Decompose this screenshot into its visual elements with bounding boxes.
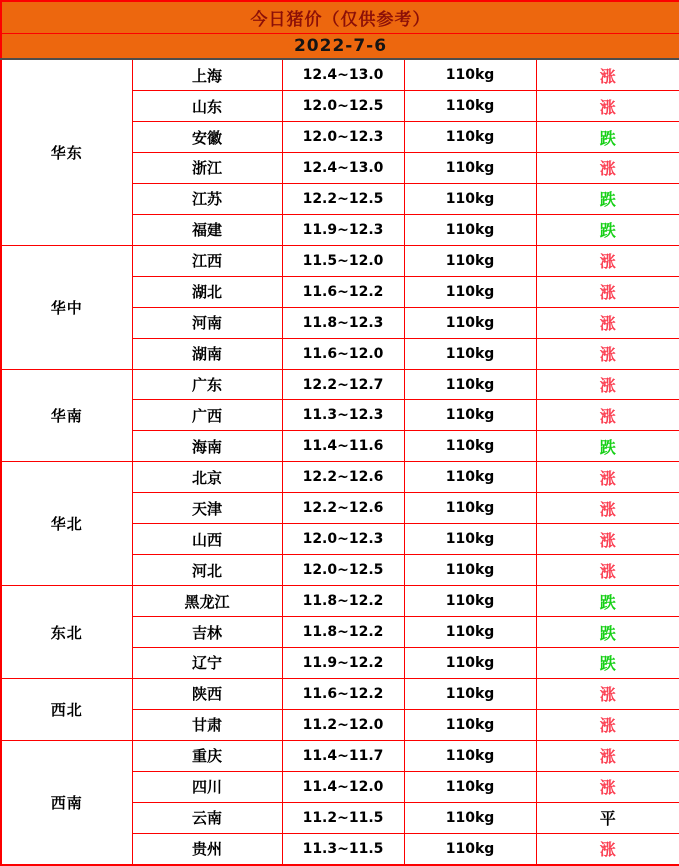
weight-cell: 110kg <box>404 493 536 524</box>
province-cell: 河南 <box>132 307 282 338</box>
price-range-cell: 12.2~12.7 <box>282 369 404 400</box>
price-range-cell: 12.2~12.5 <box>282 183 404 214</box>
trend-cell: 跌 <box>536 586 679 617</box>
table-body <box>1 59 679 865</box>
table-row <box>1 462 679 493</box>
price-range-cell: 12.4~13.0 <box>282 59 404 91</box>
weight-cell: 110kg <box>404 59 536 91</box>
weight-cell: 110kg <box>404 771 536 802</box>
trend-cell: 涨 <box>536 555 679 586</box>
province-cell: 辽宁 <box>132 647 282 678</box>
province-cell: 吉林 <box>132 617 282 648</box>
price-range-cell: 12.2~12.6 <box>282 462 404 493</box>
province-cell: 陕西 <box>132 678 282 709</box>
trend-cell: 涨 <box>536 524 679 555</box>
province-cell: 黑龙江 <box>132 586 282 617</box>
table-row <box>1 678 679 709</box>
price-range-cell: 11.2~11.5 <box>282 802 404 833</box>
province-cell: 北京 <box>132 462 282 493</box>
trend-cell: 跌 <box>536 183 679 214</box>
report-title: 今日猪价（仅供参考） <box>1 1 679 34</box>
trend-cell: 涨 <box>536 307 679 338</box>
weight-cell: 110kg <box>404 276 536 307</box>
province-cell: 重庆 <box>132 740 282 771</box>
weight-cell: 110kg <box>404 617 536 648</box>
price-range-cell: 12.4~13.0 <box>282 152 404 183</box>
province-cell: 山西 <box>132 524 282 555</box>
province-cell: 四川 <box>132 771 282 802</box>
price-range-cell: 11.2~12.0 <box>282 709 404 740</box>
trend-cell: 涨 <box>536 59 679 91</box>
province-cell: 天津 <box>132 493 282 524</box>
trend-cell: 涨 <box>536 245 679 276</box>
weight-cell: 110kg <box>404 183 536 214</box>
trend-cell: 涨 <box>536 462 679 493</box>
weight-cell: 110kg <box>404 122 536 153</box>
price-range-cell: 11.8~12.2 <box>282 617 404 648</box>
weight-cell: 110kg <box>404 678 536 709</box>
province-cell: 海南 <box>132 431 282 462</box>
province-cell: 江西 <box>132 245 282 276</box>
weight-cell: 110kg <box>404 245 536 276</box>
price-range-cell: 11.4~12.0 <box>282 771 404 802</box>
trend-cell: 跌 <box>536 122 679 153</box>
price-range-cell: 12.2~12.6 <box>282 493 404 524</box>
region-cell: 西北 <box>1 678 132 740</box>
weight-cell: 110kg <box>404 462 536 493</box>
region-cell: 西南 <box>1 740 132 865</box>
table-header <box>1 1 679 59</box>
province-cell: 湖北 <box>132 276 282 307</box>
price-range-cell: 11.9~12.2 <box>282 647 404 678</box>
weight-cell: 110kg <box>404 709 536 740</box>
price-range-cell: 11.4~11.7 <box>282 740 404 771</box>
table-row <box>1 740 679 771</box>
region-cell: 华中 <box>1 245 132 369</box>
price-range-cell: 11.6~12.0 <box>282 338 404 369</box>
trend-cell: 涨 <box>536 369 679 400</box>
trend-cell: 涨 <box>536 740 679 771</box>
trend-cell: 涨 <box>536 771 679 802</box>
price-range-cell: 11.5~12.0 <box>282 245 404 276</box>
province-cell: 贵州 <box>132 833 282 865</box>
price-range-cell: 11.9~12.3 <box>282 214 404 245</box>
weight-cell: 110kg <box>404 338 536 369</box>
trend-cell: 涨 <box>536 338 679 369</box>
province-cell: 安徽 <box>132 122 282 153</box>
province-cell: 浙江 <box>132 152 282 183</box>
region-cell: 华东 <box>1 59 132 245</box>
price-range-cell: 11.3~12.3 <box>282 400 404 431</box>
weight-cell: 110kg <box>404 647 536 678</box>
trend-cell: 跌 <box>536 431 679 462</box>
province-cell: 广东 <box>132 369 282 400</box>
trend-cell: 跌 <box>536 617 679 648</box>
table-row <box>1 59 679 91</box>
weight-cell: 110kg <box>404 431 536 462</box>
price-range-cell: 11.4~11.6 <box>282 431 404 462</box>
trend-cell: 跌 <box>536 647 679 678</box>
price-range-cell: 11.3~11.5 <box>282 833 404 865</box>
trend-cell: 涨 <box>536 152 679 183</box>
weight-cell: 110kg <box>404 152 536 183</box>
region-cell: 华北 <box>1 462 132 586</box>
price-range-cell: 11.8~12.3 <box>282 307 404 338</box>
province-cell: 河北 <box>132 555 282 586</box>
table-row <box>1 245 679 276</box>
trend-cell: 涨 <box>536 493 679 524</box>
price-range-cell: 12.0~12.3 <box>282 122 404 153</box>
weight-cell: 110kg <box>404 524 536 555</box>
weight-cell: 110kg <box>404 214 536 245</box>
trend-cell: 涨 <box>536 91 679 122</box>
region-cell: 东北 <box>1 586 132 679</box>
table-row <box>1 369 679 400</box>
weight-cell: 110kg <box>404 586 536 617</box>
weight-cell: 110kg <box>404 740 536 771</box>
report-date: 2022-7-6 <box>1 34 679 60</box>
province-cell: 云南 <box>132 802 282 833</box>
table-row <box>1 586 679 617</box>
province-cell: 湖南 <box>132 338 282 369</box>
price-range-cell: 11.6~12.2 <box>282 276 404 307</box>
trend-cell: 跌 <box>536 214 679 245</box>
region-cell: 华南 <box>1 369 132 462</box>
weight-cell: 110kg <box>404 369 536 400</box>
weight-cell: 110kg <box>404 307 536 338</box>
weight-cell: 110kg <box>404 91 536 122</box>
trend-cell: 涨 <box>536 709 679 740</box>
trend-cell: 涨 <box>536 276 679 307</box>
price-range-cell: 11.6~12.2 <box>282 678 404 709</box>
price-range-cell: 11.8~12.2 <box>282 586 404 617</box>
weight-cell: 110kg <box>404 802 536 833</box>
province-cell: 甘肃 <box>132 709 282 740</box>
trend-cell: 平 <box>536 802 679 833</box>
price-range-cell: 12.0~12.3 <box>282 524 404 555</box>
province-cell: 山东 <box>132 91 282 122</box>
province-cell: 广西 <box>132 400 282 431</box>
price-range-cell: 12.0~12.5 <box>282 91 404 122</box>
province-cell: 福建 <box>132 214 282 245</box>
weight-cell: 110kg <box>404 833 536 865</box>
weight-cell: 110kg <box>404 555 536 586</box>
trend-cell: 涨 <box>536 400 679 431</box>
trend-cell: 涨 <box>536 833 679 865</box>
price-range-cell: 12.0~12.5 <box>282 555 404 586</box>
province-cell: 江苏 <box>132 183 282 214</box>
province-cell: 上海 <box>132 59 282 91</box>
trend-cell: 涨 <box>536 678 679 709</box>
weight-cell: 110kg <box>404 400 536 431</box>
